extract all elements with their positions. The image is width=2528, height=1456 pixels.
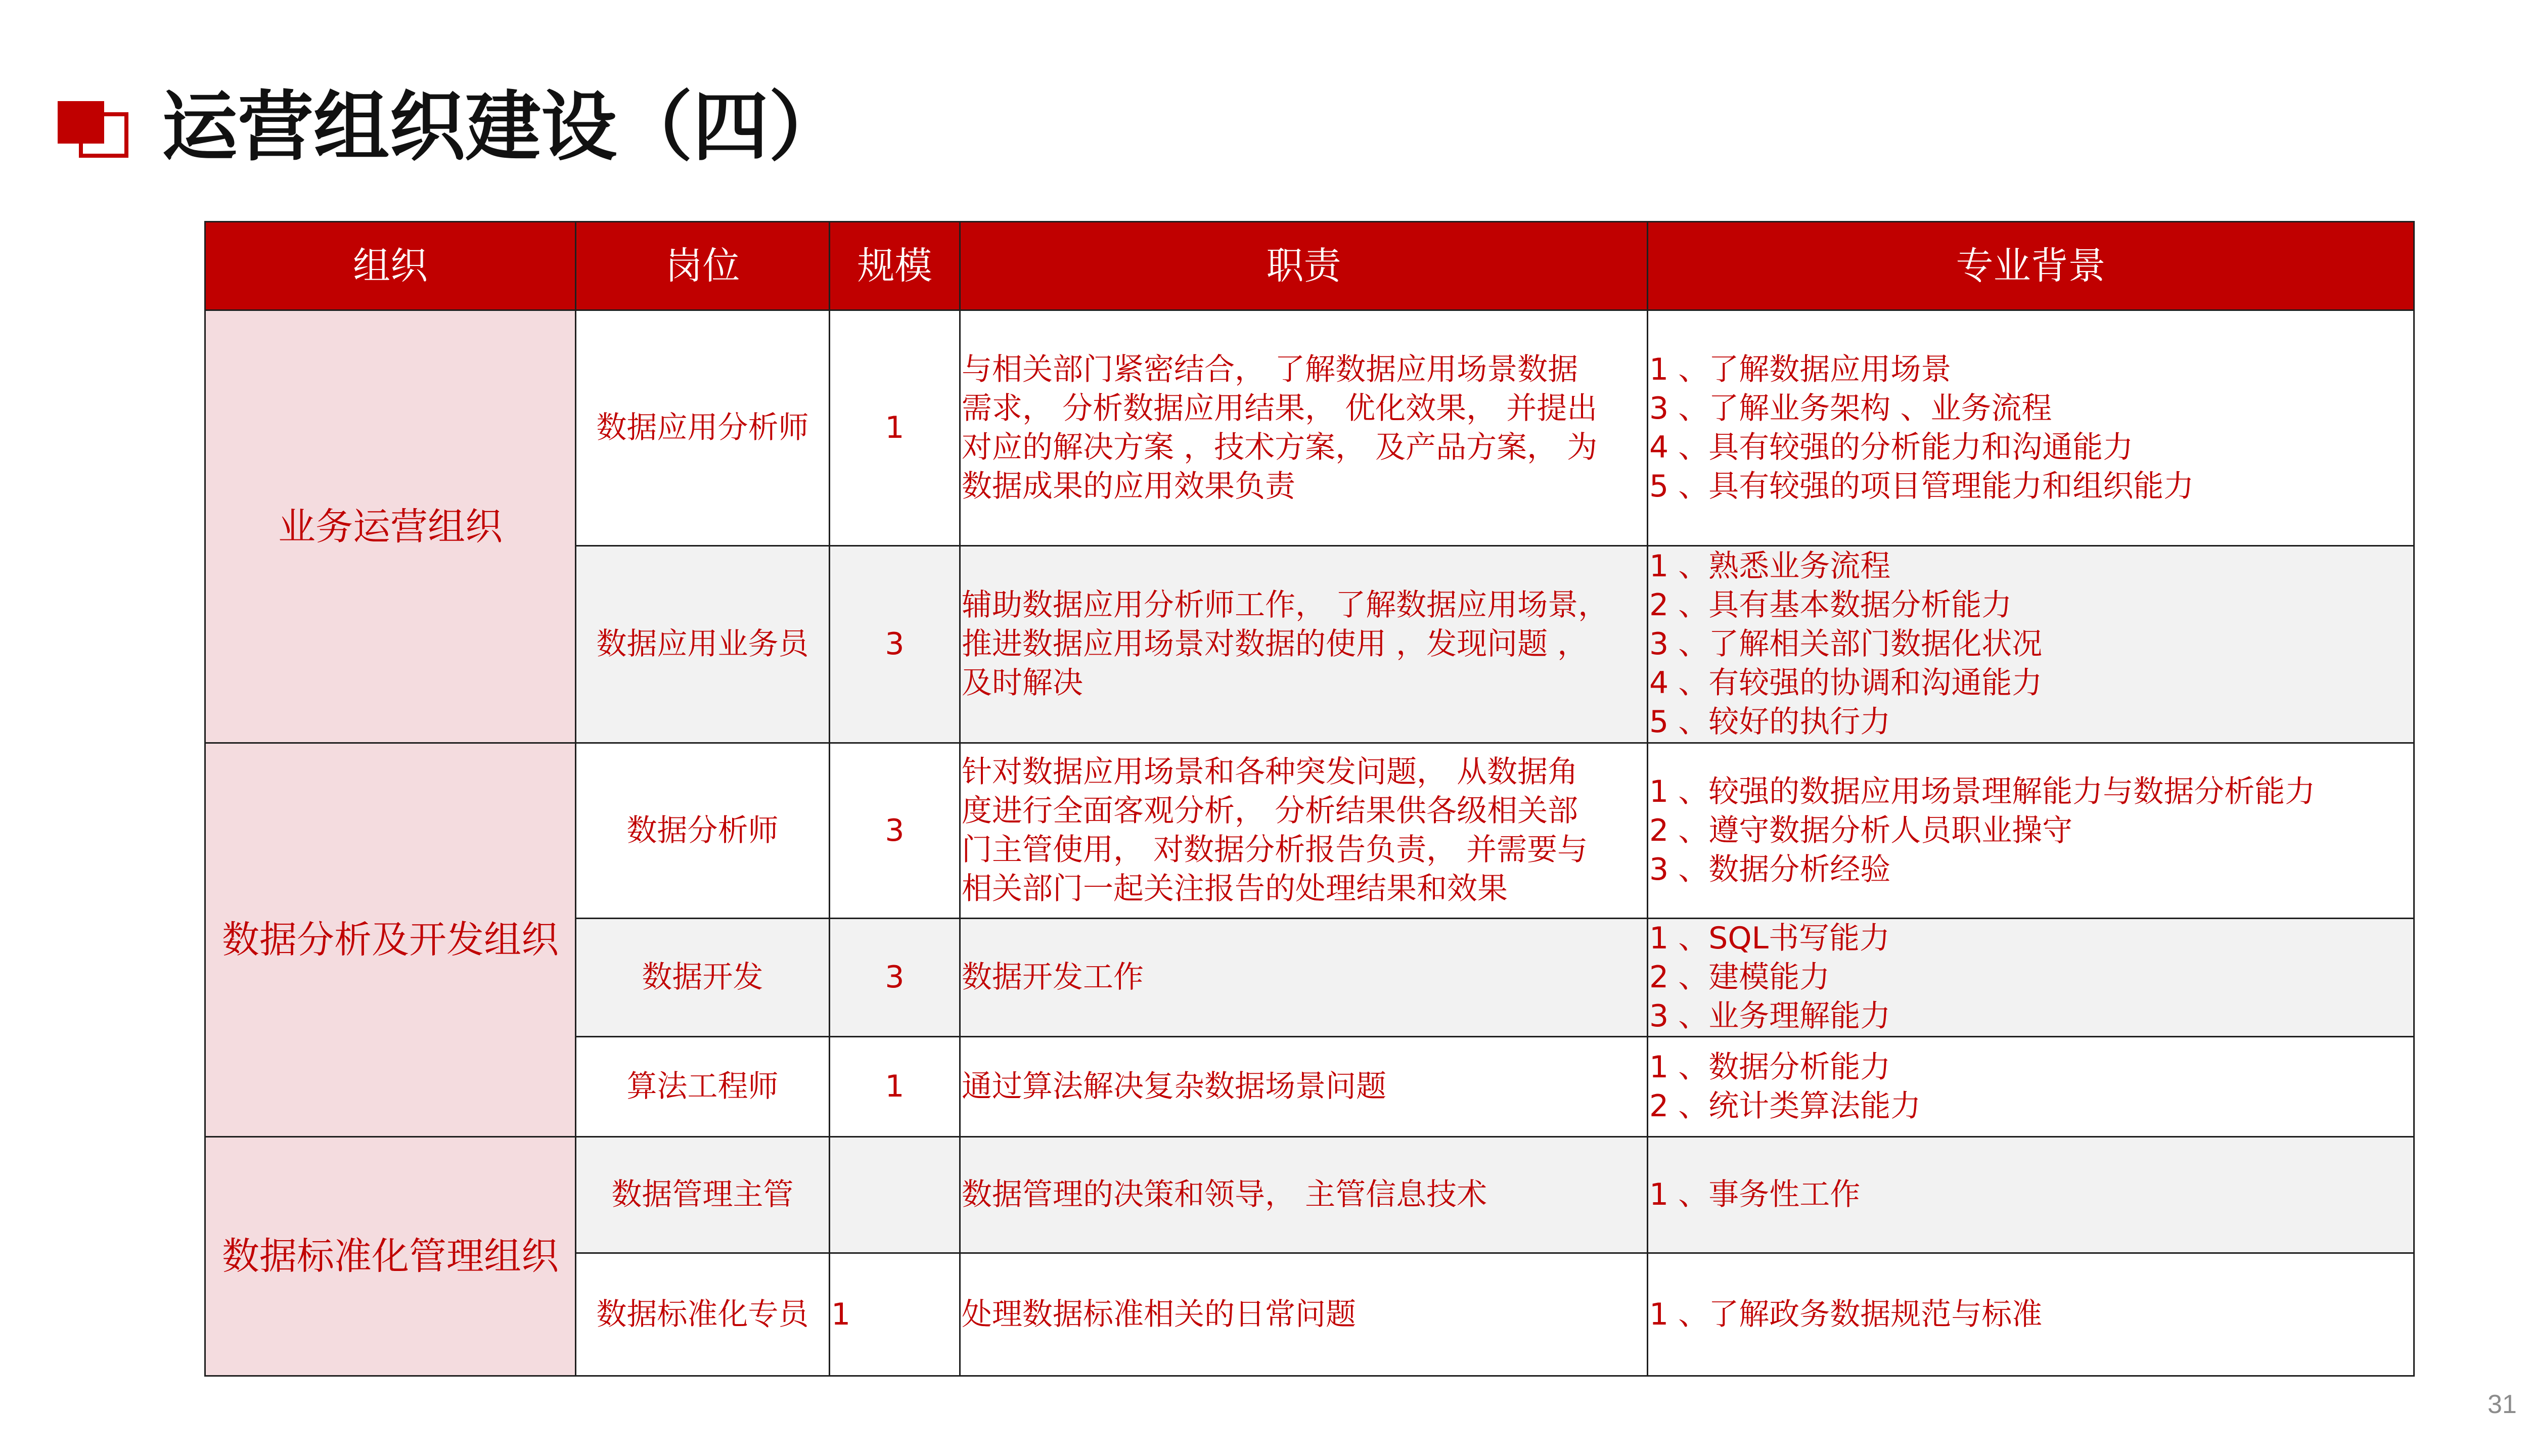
size-cell: 3 — [830, 546, 960, 743]
duty-line: 通过算法解决复杂数据场景问题 — [962, 1069, 1386, 1104]
background-line: 1 、较强的数据应用场景理解能力与数据分析能力 — [1649, 774, 2316, 809]
size-cell: 3 — [830, 743, 960, 919]
position-cell: 数据应用分析师 — [576, 310, 830, 546]
duty-line: 数据管理的决策和领导， 主管信息技术 — [962, 1177, 1487, 1212]
duty-line: 处理数据标准相关的日常问题 — [962, 1296, 1356, 1332]
size-cell: 1 — [830, 1253, 960, 1376]
org-name-cell: 数据标准化管理组织 — [205, 1137, 576, 1376]
header-position: 岗位 — [576, 222, 830, 310]
position-cell: 算法工程师 — [576, 1037, 830, 1137]
background-line: 1 、数据分析能力 — [1649, 1049, 1891, 1085]
header-size: 规模 — [830, 222, 960, 310]
background-line: 2 、具有基本数据分析能力 — [1649, 587, 2012, 623]
background-cell — [1648, 743, 2414, 919]
background-cell — [1648, 1253, 2414, 1376]
background-line: 3 、数据分析经验 — [1649, 851, 1891, 887]
background-line: 1 、熟悉业务流程 — [1649, 549, 1891, 584]
background-line: 4 、具有较强的分析能力和沟通能力 — [1649, 429, 2134, 465]
duty-line: 需求， 分析数据应用结果， 优化效果， 并提出 — [962, 390, 1598, 426]
background-cell — [1648, 310, 2414, 546]
duty-line: 针对数据应用场景和各种突发问题， 从数据角 — [962, 754, 1578, 790]
position-cell: 数据管理主管 — [576, 1137, 830, 1253]
size-cell: 3 — [830, 919, 960, 1037]
position-cell: 数据分析师 — [576, 743, 830, 919]
duty-line: 推进数据应用场景对数据的使用 ，发现问题 ， — [962, 626, 1588, 662]
background-line: 2 、遵守数据分析人员职业操守 — [1649, 812, 2073, 848]
background-line: 5 、具有较强的项目管理能力和组织能力 — [1649, 468, 2194, 504]
duty-line: 数据开发工作 — [962, 960, 1144, 995]
title-square-fill — [58, 101, 104, 144]
duty-line: 对应的解决方案 ，技术方案， 及产品方案， 为 — [962, 429, 1598, 465]
background-cell — [1648, 1137, 2414, 1253]
background-line: 4 、有较强的协调和沟通能力 — [1649, 665, 2043, 701]
position-cell: 数据标准化专员 — [576, 1253, 830, 1376]
size-cell: 1 — [830, 1037, 960, 1137]
background-line: 1 、事务性工作 — [1649, 1177, 1861, 1212]
duty-line: 数据成果的应用效果负责 — [962, 468, 1295, 504]
background-line: 1 、了解数据应用场景 — [1649, 351, 1952, 387]
duty-cell — [960, 1137, 1648, 1253]
duty-cell — [960, 546, 1648, 743]
duty-cell — [960, 743, 1648, 919]
table-header-row — [205, 222, 2414, 310]
background-line: 1 、SQL书写能力 — [1649, 921, 1890, 956]
position-cell: 数据应用业务员 — [576, 546, 830, 743]
background-cell — [1648, 919, 2414, 1037]
duty-line: 门主管使用， 对数据分析报告负责， 并需要与 — [962, 832, 1588, 868]
table-row — [205, 1137, 2414, 1253]
org-name-cell: 业务运营组织 — [205, 310, 576, 743]
duty-line: 与相关部门紧密结合， 了解数据应用场景数据 — [962, 351, 1578, 387]
background-cell — [1648, 546, 2414, 743]
duty-cell — [960, 1037, 1648, 1137]
title-square-icon — [58, 101, 133, 157]
background-line: 3 、了解相关部门数据化状况 — [1649, 626, 2043, 662]
background-line: 1 、了解政务数据规范与标准 — [1649, 1296, 2043, 1332]
duty-line: 及时解决 — [962, 665, 1083, 701]
page-number: 31 — [2488, 1390, 2517, 1419]
page-title: 运营组织建设（四） — [162, 83, 845, 171]
size-cell — [830, 1137, 960, 1253]
background-line: 5 、较好的执行力 — [1649, 704, 1891, 740]
background-line: 3 、业务理解能力 — [1649, 998, 1891, 1034]
duty-cell — [960, 919, 1648, 1037]
size-cell: 1 — [830, 310, 960, 546]
position-cell: 数据开发 — [576, 919, 830, 1037]
duty-line: 辅助数据应用分析师工作， 了解数据应用场景， — [962, 587, 1609, 623]
duty-line: 度进行全面客观分析， 分析结果供各级相关部 — [962, 793, 1578, 829]
header-org: 组织 — [205, 222, 576, 310]
header-background: 专业背景 — [1648, 222, 2414, 310]
background-line: 3 、了解业务架构 、业务流程 — [1649, 390, 2052, 426]
duty-cell — [960, 1253, 1648, 1376]
duty-cell — [960, 310, 1648, 546]
background-cell — [1648, 1037, 2414, 1137]
background-line: 2 、建模能力 — [1649, 960, 1830, 995]
table-row — [205, 743, 2414, 919]
org-table — [204, 221, 2415, 1377]
org-name-cell: 数据分析及开发组织 — [205, 743, 576, 1137]
header-duty: 职责 — [960, 222, 1648, 310]
duty-line: 相关部门一起关注报告的处理结果和效果 — [962, 871, 1508, 906]
background-line: 2 、统计类算法能力 — [1649, 1088, 1921, 1124]
table-row — [205, 310, 2414, 546]
